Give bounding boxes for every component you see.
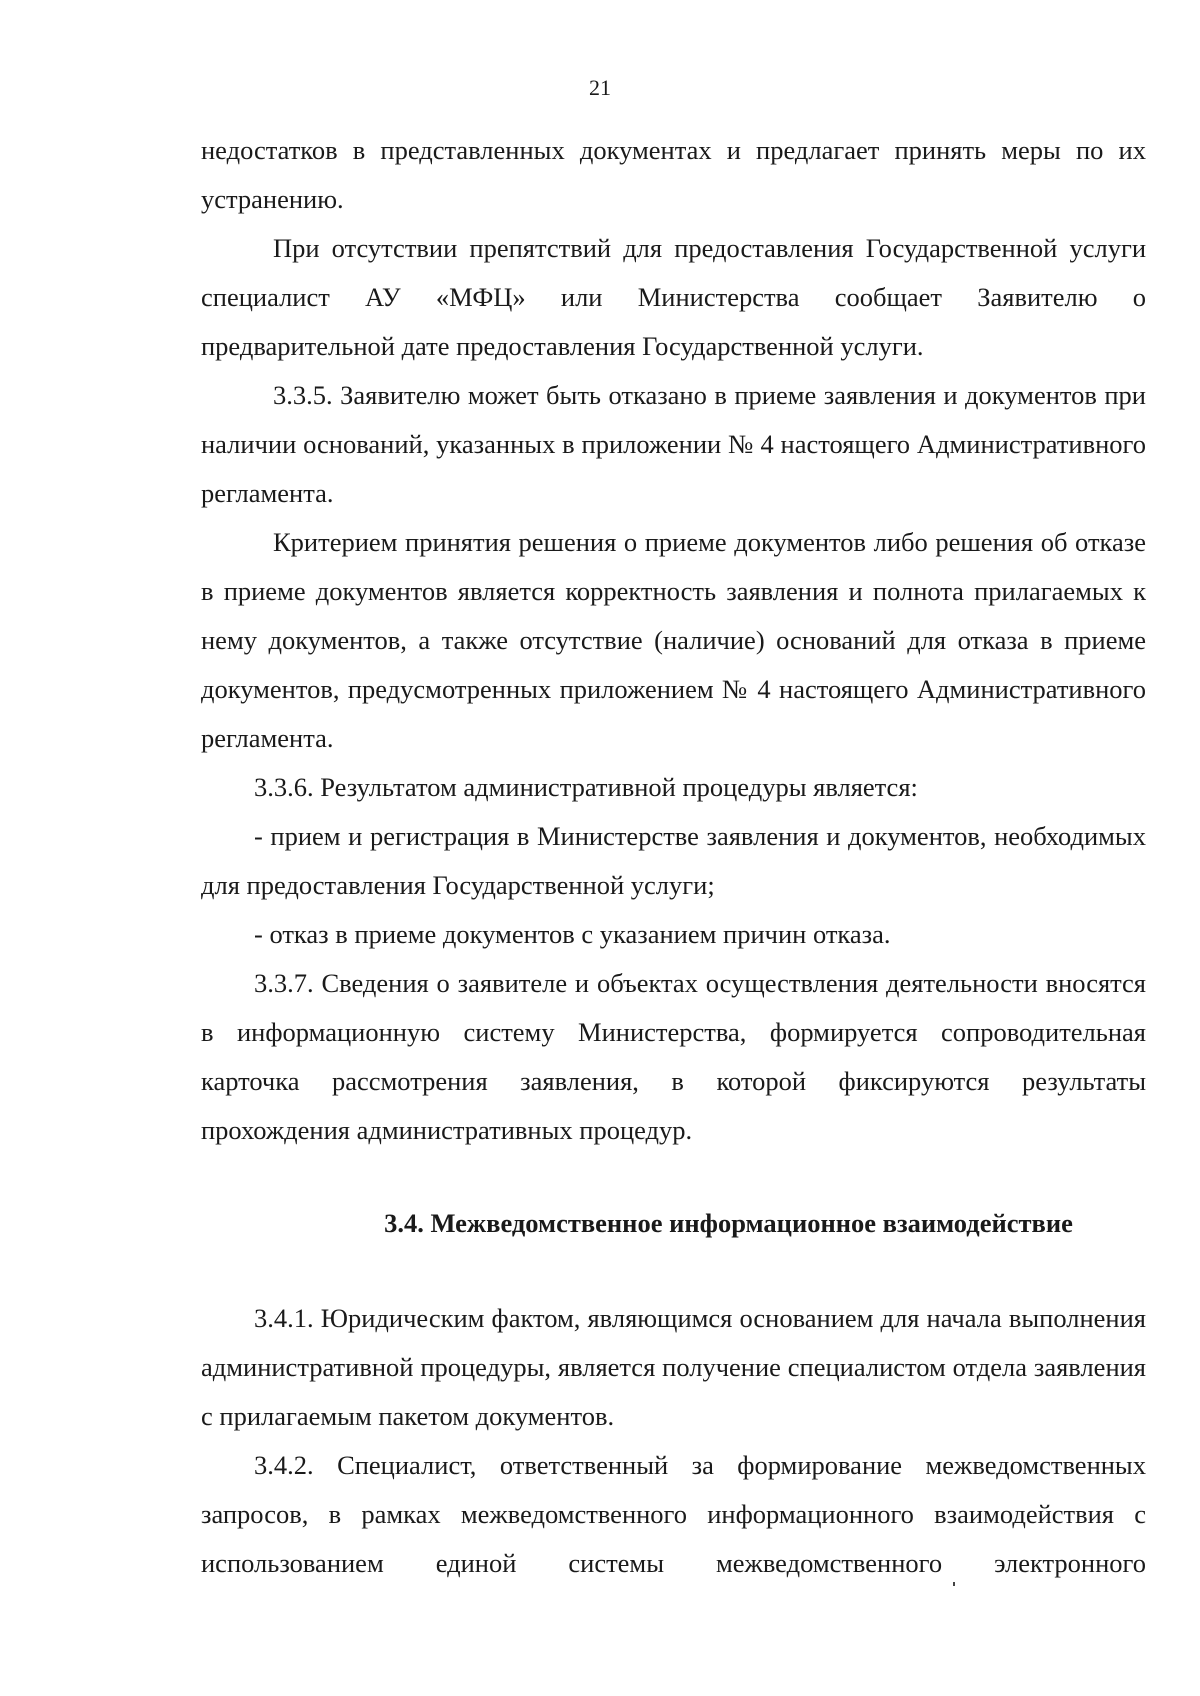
paragraph-criterion: Критерием принятия решения о приеме документов либо решения об отказе в приеме документов является корректность заявления и полнота прилагаемых к нему документов, а также отсутствие (наличие) оснований для отказа в приеме документов, предусмотренных приложением № 4 настоящего Административного регламента. (201, 527, 1146, 753)
list-item-registration: - прием и регистрация в Министерстве заявления и документов, необходимых для предоставления Государственной услуги; (201, 821, 1146, 900)
page-number: 21 (589, 75, 611, 100)
list-item-refusal: - отказ в приеме документов с указанием причин отказа. (254, 919, 891, 949)
section-heading-3-4: 3.4. Межведомственное информационное взаимодействие (384, 1208, 1073, 1238)
paragraph-3-3-6: 3.3.6. Результатом административной процедуры является: (254, 772, 918, 802)
paragraph-3-4-2: 3.4.2. Специалист, ответственный за формирование межведомственных запросов, в рамках межведомственного информационного взаимодействия с использованием единой системы межведомственного электронного (201, 1450, 1146, 1578)
document-body (201, 126, 1146, 1588)
paragraph-3-3-7: 3.3.7. Сведения о заявителе и объектах осуществления деятельности вносятся в информационную систему Министерства, формируется сопроводительная карточка рассмотрения заявления, в которой фиксируются результаты прохождения административных процедур. (201, 968, 1146, 1145)
paragraph-no-obstacles: При отсутствии препятствий для предоставления Государственной услуги специалист АУ «МФЦ» или Министерства сообщает Заявителю о предварительной дате предоставления Государственной услуги. (201, 233, 1146, 361)
paragraph-3-3-5: 3.3.5. Заявителю может быть отказано в приеме заявления и документов при наличии оснований, указанных в приложении № 4 настоящего Административного регламента. (201, 380, 1146, 508)
scan-speck (953, 1582, 955, 1586)
paragraph-3-4-1: 3.4.1. Юридическим фактом, являющимся основанием для начала выполнения административной процедуры, является получение специалистом отдела заявления с прилагаемым пакетом документов. (201, 1303, 1146, 1431)
paragraph-continuation: недостатков в представленных документах и предлагает принять меры по их устранению. (201, 135, 1146, 214)
